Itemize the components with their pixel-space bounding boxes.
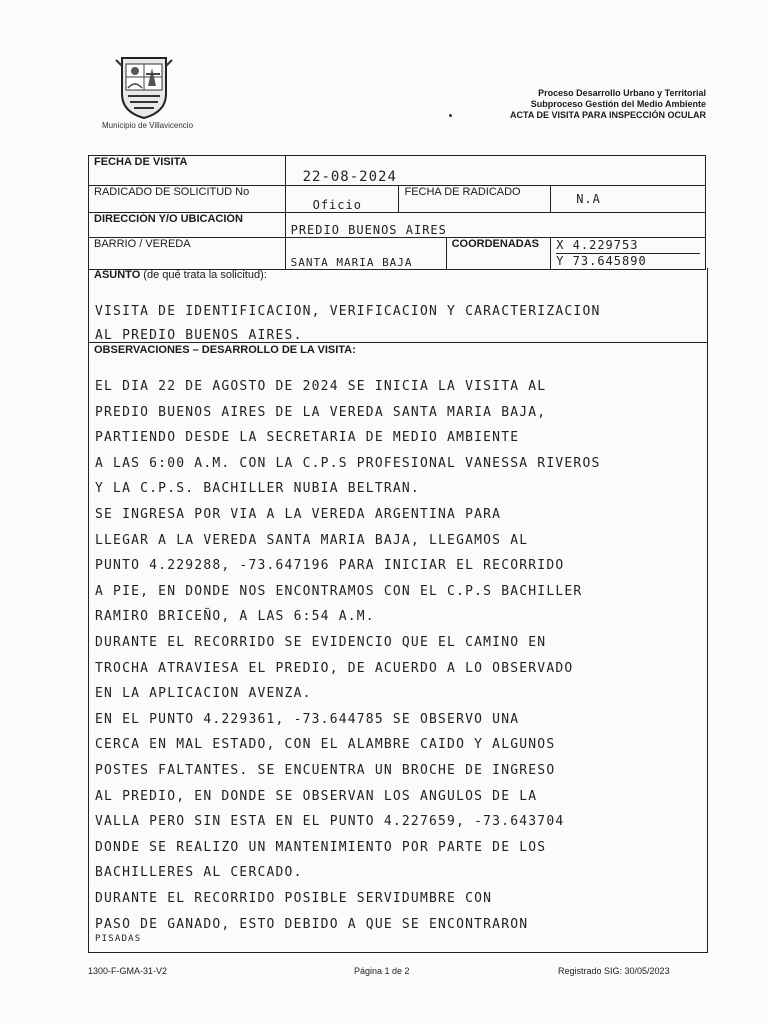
handwritten-line: EL DIA 22 DE AGOSTO DE 2024 SE INICIA LA VISITA AL — [95, 379, 547, 394]
radicado-label: RADICADO DE SOLICITUD No — [89, 186, 286, 213]
handwritten-line: RAMIRO BRICEÑO, A LAS 6:54 A.M. — [95, 609, 375, 625]
handwritten-line: VISITA DE IDENTIFICACION, VERIFICACION Y CARACTERIZACION — [95, 304, 601, 319]
coordinate-y: Y 73.645890 — [556, 253, 700, 269]
handwritten-line: PISADAS — [95, 934, 142, 945]
radicado-value: Oficio — [312, 198, 362, 212]
handwritten-line: A LAS 6:00 A.M. CON LA C.P.S PROFESIONAL VANESSA RIVEROS — [95, 455, 601, 471]
subprocess-name: Subproceso Gestión del Medio Ambiente — [530, 99, 706, 109]
form-code: 1300-F-GMA-31-V2 — [88, 966, 168, 976]
handwritten-line: AL PREDIO BUENOS AIRES. — [95, 328, 303, 343]
barrio-value: SANTA MARIA BAJA — [290, 256, 413, 269]
document-header — [510, 88, 706, 121]
handwritten-line: EN EL PUNTO 4.229361, -73.644785 SE OBSERVO UNA — [95, 711, 520, 727]
coordinate-x: X 4.229753 — [556, 238, 639, 252]
barrio-label: BARRIO / VEREDA — [89, 238, 286, 270]
handwritten-line: PREDIO BUENOS AIRES DE LA VEREDA SANTA MARIA BAJA, — [95, 404, 547, 420]
handwritten-line: DONDE SE REALIZO UN MANTENIMIENTO POR PARTE DE LOS — [95, 839, 547, 855]
handwritten-line: PUNTO 4.229288, -73.647196 PARA INICIAR EL RECORRIDO — [95, 558, 565, 574]
municipality-name: Municipio de Villavicencio — [102, 121, 194, 130]
form-title: ACTA DE VISITA PARA INSPECCIÓN OCULAR — [509, 110, 706, 120]
observaciones-label: OBSERVACIONES – DESARROLLO DE LA VISITA: — [89, 342, 707, 357]
municipality-coat-of-arms — [108, 50, 180, 122]
handwritten-line: CERCA EN MAL ESTADO, CON EL ALAMBRE CAIDO Y ALGUNOS — [95, 737, 556, 753]
handwritten-line: DURANTE EL RECORRIDO POSIBLE SERVIDUMBRE CON — [95, 891, 493, 906]
fecha-visita-value: 22-08-2024 — [302, 169, 397, 185]
direccion-value: PREDIO BUENOS AIRES — [290, 223, 447, 237]
handwritten-line: DURANTE EL RECORRIDO SE EVIDENCIO QUE EL CAMINO EN — [95, 635, 547, 650]
handwritten-line: PARTIENDO DESDE LA SECRETARIA DE MEDIO AMBIENTE — [95, 430, 520, 446]
handwritten-line: TROCHA ATRAVIESA EL PREDIO, DE ACUERDO A LO OBSERVADO — [95, 660, 574, 676]
handwritten-line: PASO DE GANADO, ESTO DEBIDO A QUE SE ENCONTRARON — [95, 916, 529, 932]
sig-registration: Registrado SIG: 30/05/2023 — [558, 966, 670, 976]
handwritten-line: POSTES FALTANTES. SE ENCUENTRA UN BROCHE DE INGRESO — [95, 763, 556, 778]
fecha-visita-label: FECHA DE VISITA — [89, 156, 286, 186]
handwritten-line: EN LA APLICACION AVENZA. — [95, 686, 312, 702]
page-number: Página 1 de 2 — [354, 966, 410, 976]
handwritten-line: VALLA PERO SIN ESTA EN EL PUNTO 4.227659, -73.643704 — [95, 814, 565, 830]
fecha-radicado-label: FECHA DE RADICADO — [399, 186, 551, 213]
asunto-section — [88, 268, 708, 343]
fecha-radicado-value: N.A — [576, 192, 601, 206]
coordenadas-label: COORDENADAS — [451, 238, 539, 250]
direccion-label: DIRECCIÓN Y/O UBICACIÓN — [89, 213, 286, 238]
handwritten-line: SE INGRESA POR VIA A LA VEREDA ARGENTINA PARA — [95, 507, 502, 522]
visit-info-table — [88, 155, 706, 270]
process-name: Proceso Desarrollo Urbano y Territorial — [538, 88, 706, 98]
handwritten-line: BACHILLERES AL CERCADO. — [95, 865, 303, 881]
handwritten-line: LLEGAR A LA VEREDA SANTA MARIA BAJA, LLEGAMOS AL — [95, 532, 529, 548]
handwritten-line: AL PREDIO, EN DONDE SE OBSERVAN LOS ANGULOS DE LA — [95, 788, 538, 804]
asunto-label: ASUNTO (de qué trata la solicitud): — [94, 269, 267, 281]
scan-speck — [449, 114, 452, 117]
observaciones-section — [88, 342, 708, 953]
handwritten-line: A PIE, EN DONDE NOS ENCONTRAMOS CON EL C.P.S BACHILLER — [95, 583, 583, 599]
handwritten-line: Y LA C.P.S. BACHILLER NUBIA BELTRAN. — [95, 481, 420, 497]
